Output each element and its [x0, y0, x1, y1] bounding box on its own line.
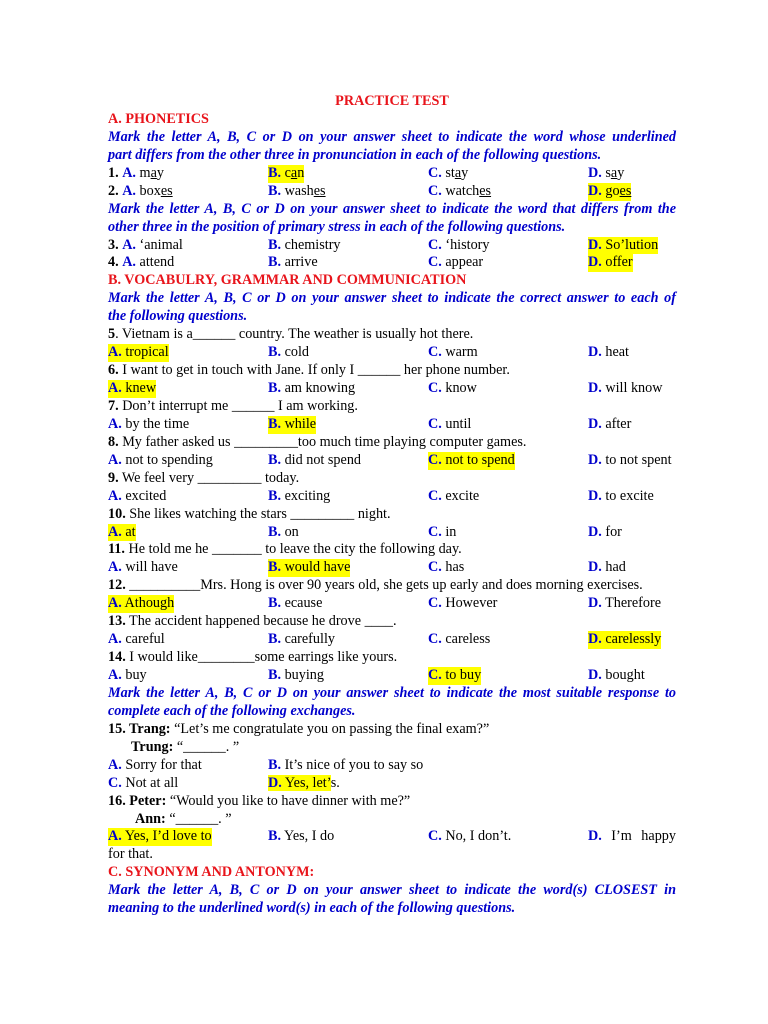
option-b: B. washes	[268, 182, 326, 199]
question-stem: 9. We feel very _________ today.	[108, 469, 300, 486]
option-b: B. exciting	[268, 487, 331, 504]
option-b-highlighted: B. can	[268, 164, 305, 181]
question-row	[108, 237, 676, 255]
option-b-highlighted: B. would have	[268, 559, 351, 576]
question-stem: 7. Don’t interrupt me ______ I am working.	[108, 397, 358, 414]
option-d-highlighted: D. goes	[588, 182, 632, 199]
option-d-continuation: for that.	[108, 846, 153, 863]
option-a-highlighted: A. knew	[108, 380, 157, 396]
instruction-text: Mark the letter A, B, C or D on your answer sheet to indicate the word that differs from the	[108, 200, 676, 217]
options-row	[108, 595, 676, 613]
option-b: B. chemistry	[268, 236, 341, 253]
options-row	[108, 828, 676, 846]
option-b: B. am knowing	[268, 380, 356, 396]
instruction-text: Mark the letter A, B, C or D on your answer sheet to indicate the word whose underlined	[108, 128, 676, 145]
question-stem: 5. Vietnam is a______ country. The weather is usually hot there.	[108, 326, 474, 343]
instruction-text: other three in the position of primary stress in each of the following questions.	[108, 218, 566, 235]
option-a: 4. A. attend	[108, 254, 175, 271]
instruction-text: Mark the letter A, B, C or D on your answer sheet to indicate the word(s) CLOSEST in	[108, 882, 676, 899]
option-d: D. bought	[588, 667, 645, 683]
option-c: C. No, I don’t.	[428, 828, 512, 845]
instruction-text: complete each of the following exchanges.	[108, 702, 356, 719]
question-stem: 12. __________Mrs. Hong is over 90 years old, she gets up early and does morning exercises.	[108, 577, 643, 594]
question-stem: 10. She likes watching the stars _________ night.	[108, 505, 391, 522]
option-b: B. Yes, I do	[268, 828, 335, 845]
options-row	[108, 452, 676, 470]
instruction-text: the following questions.	[108, 308, 248, 325]
option-c: C. However	[428, 595, 498, 612]
option-c: C. Not at all	[108, 774, 179, 791]
option-a-highlighted: A. Athough	[108, 595, 175, 612]
option-d-highlighted: D. carelessly	[588, 631, 662, 648]
option-d: D. after	[588, 415, 632, 432]
instruction-text: part differs from the other three in pronunciation in each of the following questions.	[108, 146, 602, 163]
option-a: A. will have	[108, 559, 178, 576]
option-a: A. buy	[108, 667, 147, 683]
document-page	[108, 93, 676, 918]
option-d-highlighted: D. offer	[588, 254, 633, 271]
question-row	[108, 165, 676, 183]
option-d: D. heat	[588, 344, 629, 361]
option-b-highlighted: B. while	[268, 415, 317, 432]
option-a: A. excited	[108, 487, 167, 504]
option-c: C. stay	[428, 164, 469, 181]
option-c: C. careless	[428, 631, 491, 648]
option-a-highlighted: A. tropical	[108, 344, 169, 361]
option-b: B. did not spend	[268, 451, 362, 468]
option-a: A. Sorry for that	[108, 756, 202, 773]
option-d-highlighted: D. So’lution	[588, 236, 659, 253]
question-row	[108, 254, 676, 272]
option-b: B. carefully	[268, 631, 335, 648]
option-c: C. has	[428, 559, 465, 576]
options-row	[108, 524, 676, 542]
options-row	[108, 667, 676, 685]
option-a: A. by the time	[108, 415, 190, 432]
option-b: B. on	[268, 523, 299, 540]
section-heading-phonetics: A. PHONETICS	[108, 110, 209, 127]
option-c: C. in	[428, 523, 457, 540]
question-stem: 16. Peter: “Would you like to have dinner with me?”	[108, 792, 411, 809]
options-row	[108, 488, 676, 506]
option-c: C. until	[428, 415, 472, 432]
option-c: C. excite	[428, 487, 480, 504]
option-b: B. It’s nice of you to say so	[268, 756, 424, 773]
instruction-text: meaning to the underlined word(s) in each of the following questions.	[108, 900, 516, 917]
option-b: B. ecause	[268, 595, 323, 612]
instruction-text: Mark the letter A, B, C or D on your answer sheet to indicate the correct answer to each of	[108, 290, 676, 307]
question-stem: 11. He told me he _______ to leave the city the following day.	[108, 541, 462, 558]
option-c: C. watches	[428, 182, 492, 199]
options-row	[108, 775, 676, 793]
option-c: C. warm	[428, 344, 478, 361]
option-a: A. not to spending	[108, 451, 213, 468]
option-b: B. cold	[268, 344, 309, 361]
option-d: D. Yes, let’s.	[268, 774, 340, 791]
page-title: PRACTICE TEST	[335, 93, 449, 109]
option-c: C. ‘history	[428, 236, 490, 253]
options-row	[108, 559, 676, 577]
options-row	[108, 757, 676, 775]
option-d: D. Therefore	[588, 595, 662, 612]
option-d: D. will know	[588, 380, 663, 396]
dialogue-reply: Trung: “______. ”	[131, 738, 240, 755]
section-heading-vocabulary: B. VOCABULRY, GRAMMAR AND COMMUNICATION	[108, 272, 467, 289]
option-a-highlighted: A. at	[108, 523, 136, 540]
option-c-highlighted: C. not to spend	[428, 451, 515, 468]
option-a: 1. A. may	[108, 164, 164, 181]
option-a: 2. A. boxes	[108, 182, 173, 199]
option-d: D. for	[588, 523, 622, 540]
option-a-highlighted: A. Yes, I’d love to	[108, 828, 212, 845]
option-b: B. buying	[268, 667, 324, 683]
option-c-highlighted: C. to buy	[428, 667, 482, 683]
question-stem: 13. The accident happened because he drove ____.	[108, 613, 397, 630]
section-heading-synonym: C. SYNONYM AND ANTONYM:	[108, 864, 315, 881]
options-row	[108, 344, 676, 362]
instruction-text: Mark the letter A, B, C or D on your answer sheet to indicate the most suitable response to	[108, 684, 676, 701]
question-stem: 8. My father asked us _________too much time playing computer games.	[108, 433, 527, 450]
option-d: D. I’m happy	[588, 828, 676, 845]
option-d: D. had	[588, 559, 626, 576]
options-row	[108, 631, 676, 649]
option-d: D. to excite	[588, 487, 654, 504]
option-c: C. appear	[428, 254, 484, 271]
question-stem: 14. I would like________some earrings like yours.	[108, 649, 398, 666]
option-a: A. careful	[108, 631, 165, 648]
option-b: B. arrive	[268, 254, 318, 271]
question-stem: 6. I want to get in touch with Jane. If only I ______ her phone number.	[108, 362, 510, 379]
options-row	[108, 380, 676, 398]
question-stem: 15. Trang: “Let’s me congratulate you on passing the final exam?”	[108, 720, 490, 737]
dialogue-reply: Ann: “______. ”	[135, 810, 232, 827]
option-c: C. know	[428, 380, 477, 396]
option-d: D. to not spent	[588, 451, 672, 468]
option-d: D. say	[588, 164, 625, 181]
option-a: 3. A. ‘animal	[108, 236, 183, 253]
options-row	[108, 416, 676, 434]
question-row	[108, 183, 676, 201]
